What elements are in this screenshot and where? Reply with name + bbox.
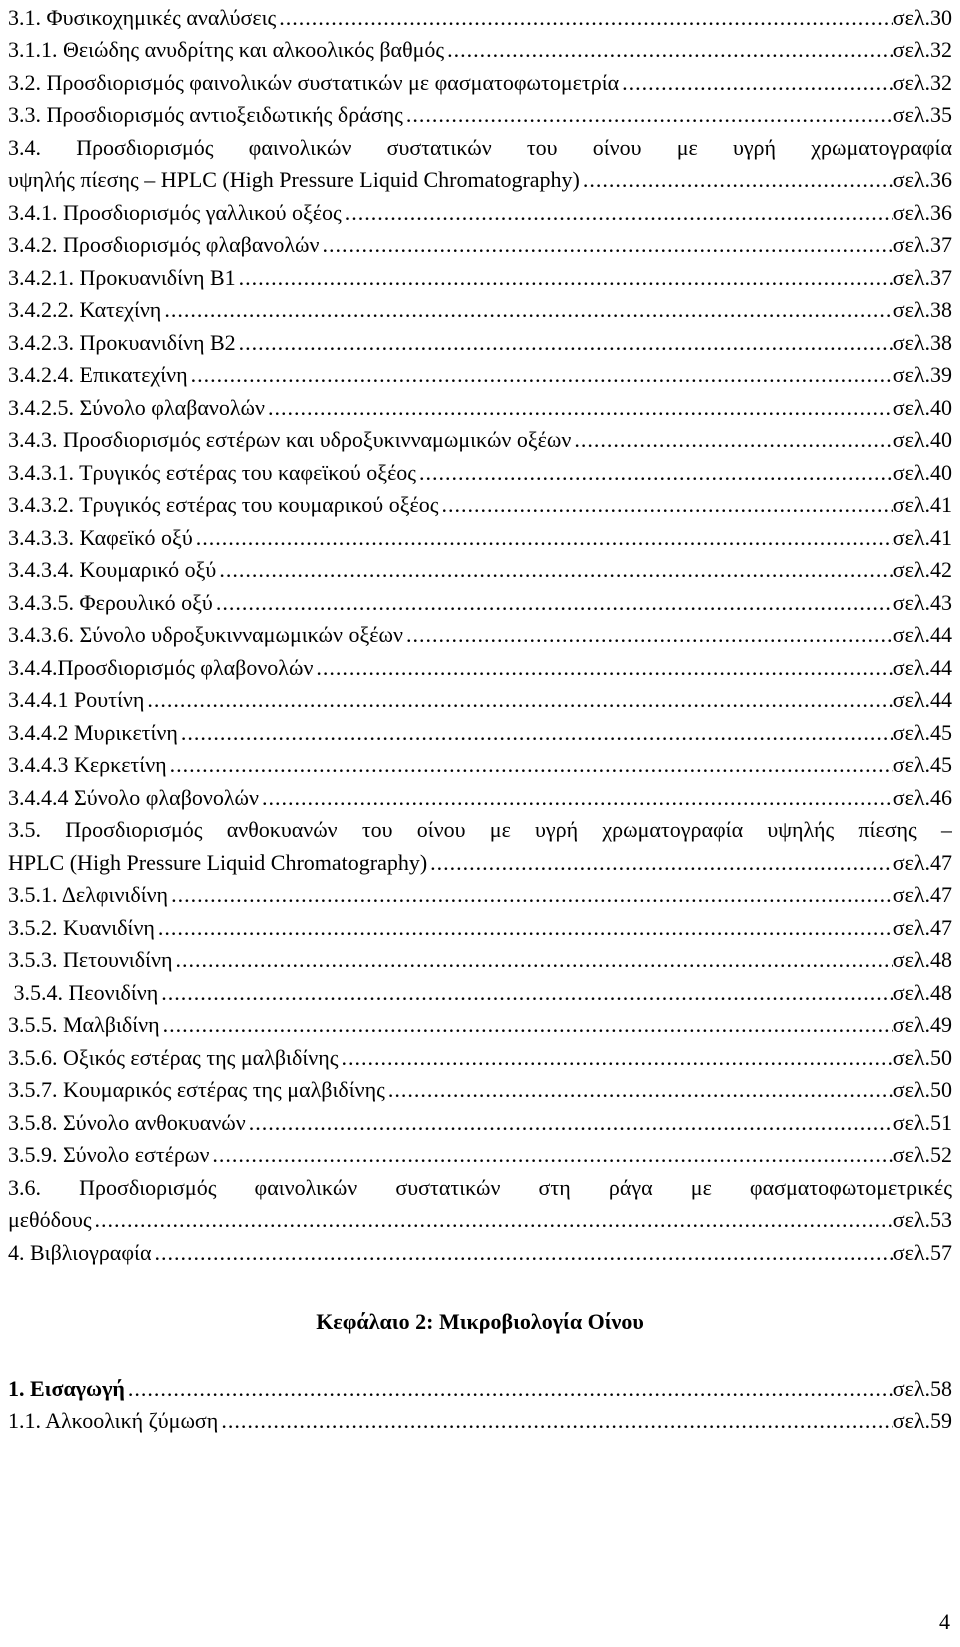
dot-leader (160, 1011, 893, 1039)
toc-entry-text: 3.4.4.3 Κερκετίνη (8, 752, 167, 777)
toc-entry-text: 3.1.1. Θειώδης ανυδρίτης και αλκοολικός βαθμός (8, 37, 445, 62)
toc-entry-page: σελ.45 (892, 720, 952, 745)
toc-entry-text: 1.1. Αλκοολική ζύμωση (8, 1408, 219, 1433)
toc-entry-text: 3.5.4. Πεονιδίνη (8, 980, 159, 1005)
toc-entry (8, 946, 952, 974)
toc-entry-text: 3.3. Προσδιορισμός αντιοξειδωτικής δράσης (8, 102, 403, 127)
toc-entry-page: σελ.47 (892, 882, 952, 907)
toc-entry-text: 3.5.8. Σύνολο ανθοκυανών (8, 1110, 246, 1135)
toc-entry-text: 3.4.2.1. Προκυανιδίνη Β1 (8, 265, 236, 290)
toc-entry-page: σελ.37 (892, 232, 952, 257)
toc-entry (8, 979, 952, 1007)
toc-entry-text: 3.5.7. Κουμαρικός εστέρας της μαλβιδίνης (8, 1077, 385, 1102)
toc-entry-text: 1. Εισαγωγή (8, 1376, 125, 1401)
toc-entry (8, 1239, 952, 1267)
toc-entry-page: σελ.44 (892, 655, 952, 680)
toc-entry-text: 3.4.4.Προσδιορισμός φλαβονολών (8, 655, 314, 680)
toc-entry-page: σελ.50 (892, 1077, 952, 1102)
toc-entry-page: σελ.40 (892, 460, 952, 485)
dot-leader (313, 654, 892, 682)
dot-leader (168, 881, 893, 909)
toc-entry-page: σελ.58 (892, 1376, 952, 1401)
dot-leader (416, 459, 893, 487)
toc-entry (8, 589, 952, 617)
toc-entry-page: σελ.57 (892, 1240, 952, 1265)
toc-entry-page: σελ.40 (892, 427, 952, 452)
dot-leader (403, 621, 893, 649)
toc-entry-page: σελ.35 (892, 102, 952, 127)
toc-entry-text: 4. Βιβλιογραφία (8, 1240, 152, 1265)
toc-entry-text: 3.4.3.2. Τρυγικός εστέρας του κουμαρικού οξέος (8, 492, 439, 517)
toc-entry (8, 69, 952, 97)
dot-leader (259, 784, 893, 812)
toc-entry-text: 3.4.3.3. Καφεϊκό οξύ (8, 525, 193, 550)
toc-entry-page: σελ.41 (892, 492, 952, 517)
toc-entry (8, 1109, 952, 1137)
dot-leader (385, 1076, 893, 1104)
dot-leader (161, 296, 892, 324)
toc-entry-text: μεθόδους (8, 1207, 92, 1232)
toc-entry-page: σελ.38 (892, 297, 952, 322)
dot-leader (236, 264, 893, 292)
toc-entry (8, 784, 952, 812)
dot-leader (236, 329, 893, 357)
toc-entry (8, 1407, 952, 1435)
toc-entry-page: σελ.30 (892, 5, 952, 30)
toc-entry (8, 394, 952, 422)
toc-entry-page: σελ.41 (892, 525, 952, 550)
toc-entry-page: σελ.32 (892, 37, 952, 62)
toc-entry (8, 1206, 952, 1234)
dot-leader (571, 426, 892, 454)
toc-entry-text: 3.4.2.3. Προκυανιδίνη Β2 (8, 330, 236, 355)
dot-leader (158, 979, 893, 1007)
toc-entry (8, 296, 952, 324)
dot-leader (167, 751, 893, 779)
toc-entry-wrapped-line (8, 816, 952, 844)
toc-entry-text: 3.4.2.5. Σύνολο φλαβανολών (8, 395, 265, 420)
toc-entry-text: 3.4.3.6. Σύνολο υδροξυκινναμωμικών οξέων (8, 622, 403, 647)
toc-entry (8, 4, 952, 32)
toc-entry-text: 3.4.2.2. Κατεχίνη (8, 297, 162, 322)
toc-entry-text: 3.4.3.1. Τρυγικός εστέρας του καφεϊκού οξέος (8, 460, 417, 485)
toc-entry (8, 556, 952, 584)
toc-entry-page: σελ.38 (892, 330, 952, 355)
dot-leader (193, 524, 893, 552)
toc-entry-page: σελ.42 (892, 557, 952, 582)
toc-entry-page: σελ.47 (892, 915, 952, 940)
toc-entry-text: 3.5.2. Κυανιδίνη (8, 915, 155, 940)
toc-entry-text: 3.5.1. Δελφινιδίνη (8, 882, 169, 907)
toc-entry-page: σελ.44 (892, 687, 952, 712)
toc-entry-text: 3.4. Προσδιορισμός φαινολικών συστατικών του οίνου με υγρή χρωματογραφία (8, 135, 952, 160)
dot-leader (125, 1375, 893, 1403)
toc-entry-text: 3.5.9. Σύνολο εστέρων (8, 1142, 210, 1167)
toc-entry-page: σελ.48 (892, 947, 952, 972)
dot-leader (218, 1407, 892, 1435)
toc-entry-page: σελ.44 (892, 622, 952, 647)
toc-entry-text: 3.4.4.2 Μυρικετίνη (8, 720, 178, 745)
toc-entry (8, 621, 952, 649)
toc-entry-page: σελ.39 (892, 362, 952, 387)
toc-entry (8, 264, 952, 292)
toc-entry-wrapped-line (8, 134, 952, 162)
toc-entry (8, 654, 952, 682)
dot-leader (444, 36, 893, 64)
toc-entry-wrapped-line (8, 1174, 952, 1202)
dot-leader (209, 1141, 892, 1169)
toc-entry-text: 3.4.3. Προσδιορισμός εστέρων και υδροξυκινναμωμικών οξέων (8, 427, 572, 452)
chapter-heading: Κεφάλαιο 2: Μικροβιολογία Οίνου (316, 1309, 644, 1334)
toc-entry (8, 329, 952, 357)
toc-entry-text: 3.4.4.1 Ρουτίνη (8, 687, 145, 712)
toc-entry-page: σελ.49 (892, 1012, 952, 1037)
toc-entry (8, 361, 952, 389)
toc-entry-page: σελ.46 (892, 785, 952, 810)
toc-entry-text: 3.6. Προσδιορισμός φαινολικών συστατικών στη ράγα με φασματοφωτομετρικές (8, 1175, 952, 1200)
toc-entry (8, 1044, 952, 1072)
toc-entry-page: σελ.47 (892, 850, 952, 875)
toc-entry-page: σελ.43 (892, 590, 952, 615)
toc-entry (8, 1375, 952, 1403)
toc-entry-text: 3.5.5. Μαλβιδίνη (8, 1012, 160, 1037)
toc-entry-text: 3.4.1. Προσδιορισμός γαλλικού οξέος (8, 200, 342, 225)
toc-entry (8, 881, 952, 909)
toc-entry-text: HPLC (High Pressure Liquid Chromatography) (8, 850, 428, 875)
dot-leader (151, 1239, 892, 1267)
dot-leader (338, 1044, 892, 1072)
toc-entry (8, 849, 952, 877)
toc-entry-text: 3.5. Προσδιορισμός ανθοκυανών του οίνου με υγρή χρωματογραφία υψηλής πίεσης – (8, 817, 952, 842)
toc-entry (8, 686, 952, 714)
dot-leader (216, 556, 892, 584)
dot-leader (178, 719, 893, 747)
dot-leader (438, 491, 892, 519)
toc-entry (8, 199, 952, 227)
dot-leader (276, 4, 892, 32)
toc-entry (8, 166, 952, 194)
toc-entry-page: σελ.51 (892, 1110, 952, 1135)
toc-entry (8, 719, 952, 747)
toc-entry-text: 3.5.3. Πετουνιδίνη (8, 947, 173, 972)
toc-entry (8, 426, 952, 454)
toc-entry-page: σελ.36 (892, 167, 952, 192)
dot-leader (403, 101, 893, 129)
toc-entry (8, 914, 952, 942)
page-number: 4 (939, 1609, 950, 1634)
toc-entry-text: 3.4.2. Προσδιορισμός φλαβανολών (8, 232, 320, 257)
dot-leader (265, 394, 893, 422)
toc-entry-text: 3.2. Προσδιορισμός φαινολικών συστατικών με φασματοφωτομετρία (8, 70, 620, 95)
dot-leader (92, 1206, 893, 1234)
toc-entry-text: 3.4.2.4. Επικατεχίνη (8, 362, 188, 387)
toc-entry-text: 3.1. Φυσικοχημικές αναλύσεις (8, 5, 277, 30)
toc-entry-page: σελ.53 (892, 1207, 952, 1232)
toc-entry-page: σελ.48 (892, 980, 952, 1005)
toc-entry-page: σελ.37 (892, 265, 952, 290)
toc-entry-text: 3.4.3.5. Φερουλικό οξύ (8, 590, 213, 615)
toc-entry (8, 36, 952, 64)
toc-entry (8, 751, 952, 779)
toc-entry-page: σελ.59 (892, 1408, 952, 1433)
toc-entry (8, 1141, 952, 1169)
toc-entry-text: 3.4.3.4. Κουμαρικό οξύ (8, 557, 217, 582)
toc-entry (8, 459, 952, 487)
toc-entry-page: σελ.36 (892, 200, 952, 225)
dot-leader (319, 231, 892, 259)
dot-leader (427, 849, 893, 877)
toc-entry-page: σελ.50 (892, 1045, 952, 1070)
dot-leader (619, 69, 893, 97)
dot-leader (188, 361, 893, 389)
dot-leader (580, 166, 893, 194)
dot-leader (144, 686, 892, 714)
toc-entry-page: σελ.40 (892, 395, 952, 420)
dot-leader (213, 589, 893, 617)
toc-entry (8, 1011, 952, 1039)
toc-entry (8, 1076, 952, 1104)
toc-entry-text: 3.5.6. Οξικός εστέρας της μαλβιδίνης (8, 1045, 339, 1070)
toc-entry (8, 524, 952, 552)
toc-entry-text: 3.4.4.4 Σύνολο φλαβονολών (8, 785, 259, 810)
dot-leader (155, 914, 893, 942)
toc-entry (8, 491, 952, 519)
toc-entry-page: σελ.52 (892, 1142, 952, 1167)
toc-entry-page: σελ.32 (892, 70, 952, 95)
toc-entry-text: υψηλής πίεσης – HPLC (High Pressure Liquid Chromatography) (8, 167, 580, 192)
toc-entry (8, 101, 952, 129)
dot-leader (172, 946, 892, 974)
dot-leader (342, 199, 893, 227)
toc-entry-page: σελ.45 (892, 752, 952, 777)
dot-leader (246, 1109, 893, 1137)
toc-entry (8, 231, 952, 259)
